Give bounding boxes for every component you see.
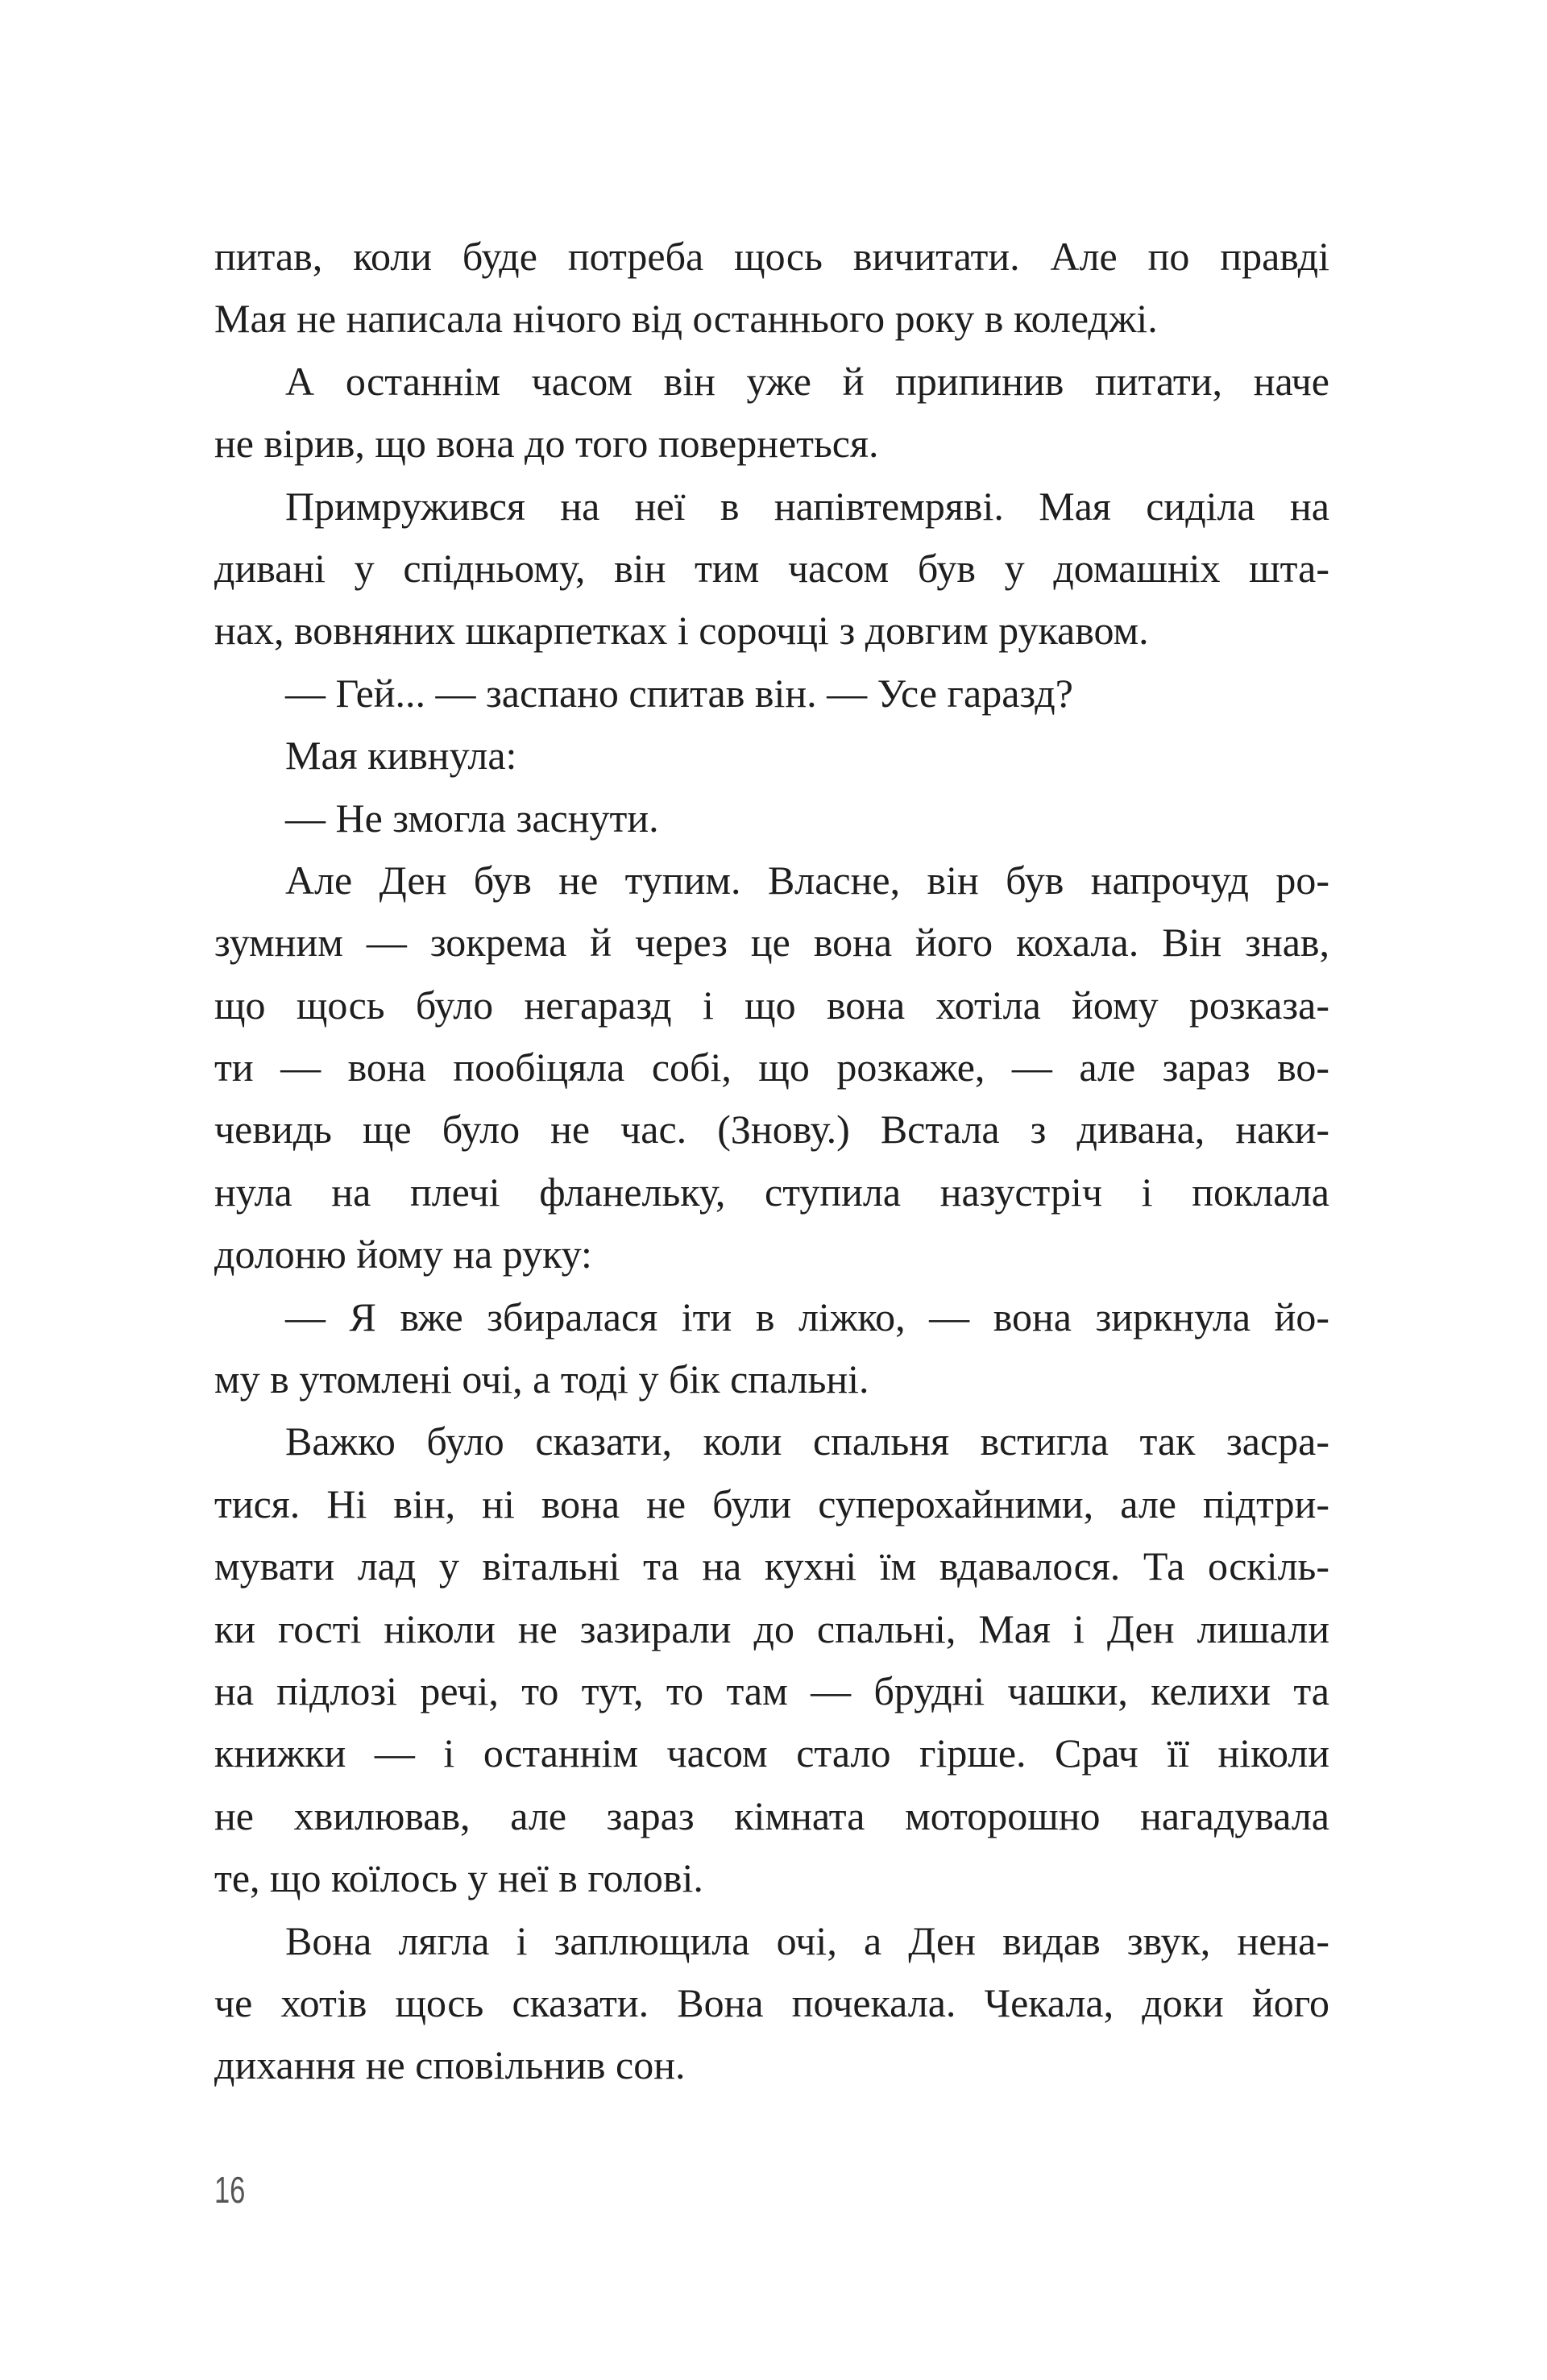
text-line: дивані у спідньому, він тим часом був у домашніх шта-	[214, 545, 1329, 591]
text-line: нах, вовняних шкарпетках і сорочці з довгим рукавом.	[214, 608, 1149, 654]
text-line: зумним — зокрема й через це вона його кохала. Він знав,	[214, 920, 1329, 966]
text-line: че хотів щось сказати. Вона почекала. Чекала, доки його	[214, 1979, 1329, 2025]
page-number: 16	[214, 2169, 246, 2211]
text-line: му в утомлені очі, а тоді у бік спальні.	[214, 1356, 869, 1402]
text-line: Але Ден був не тупим. Власне, він був напрочуд ро-	[285, 857, 1329, 903]
text-line: питав, коли буде потреба щось вичитати. Але по правді	[214, 234, 1329, 279]
text-line: тися. Ні він, ні вона не були суперохайними, але підтри-	[214, 1481, 1329, 1526]
text-line: на підлозі речі, то тут, то там — брудні чашки, келихи та	[214, 1668, 1329, 1713]
text-line: книжки — і останнім часом стало гірше. Срач її ніколи	[214, 1730, 1329, 1776]
text-line: нула на плечі фланельку, ступила назустріч і поклала	[214, 1169, 1329, 1215]
text-line: — Я вже збиралася іти в ліжко, — вона зиркнула йо-	[285, 1294, 1329, 1340]
text-line: Важко було сказати, коли спальня встигла так засра-	[285, 1418, 1329, 1464]
text-line: ти — вона пообіцяла собі, що розкаже, — але зараз во-	[214, 1045, 1329, 1090]
text-line: не вірив, що вона до того повернеться.	[214, 421, 879, 467]
text-line: те, що коїлось у неї в голові.	[214, 1855, 703, 1901]
text-line: Мая не написала нічого від останнього року в коледжі.	[214, 296, 1158, 342]
text-line: не хвилював, але зараз кімната моторошно нагадувала	[214, 1792, 1329, 1838]
text-line: — Не змогла заснути.	[285, 795, 659, 841]
text-line: що щось було негаразд і що вона хотіла йому розказа-	[214, 982, 1329, 1028]
text-line: чевидь ще було не час. (Знову.) Встала з дивана, наки-	[214, 1107, 1329, 1153]
text-line: Вона лягла і заплющила очі, а Ден видав звук, нена-	[285, 1917, 1329, 1963]
text-line: долоню йому на руку:	[214, 1232, 592, 1277]
body-text	[214, 226, 1329, 2097]
text-line: А останнім часом він уже й припинив питати, наче	[285, 358, 1329, 404]
text-line: Мая кивнула:	[285, 733, 517, 779]
text-line: дихання не сповільнив сон.	[214, 2042, 686, 2088]
text-line: Примружився на неї в напівтемряві. Мая сиділа на	[285, 483, 1329, 529]
text-line: — Гей... — заспано спитав він. — Усе гаразд?	[285, 670, 1073, 716]
text-line: ки гості ніколи не зазирали до спальні, Мая і Ден лишали	[214, 1605, 1329, 1651]
text-line: мувати лад у вітальні та на кухні їм вдавалося. Та оскіль-	[214, 1543, 1329, 1589]
